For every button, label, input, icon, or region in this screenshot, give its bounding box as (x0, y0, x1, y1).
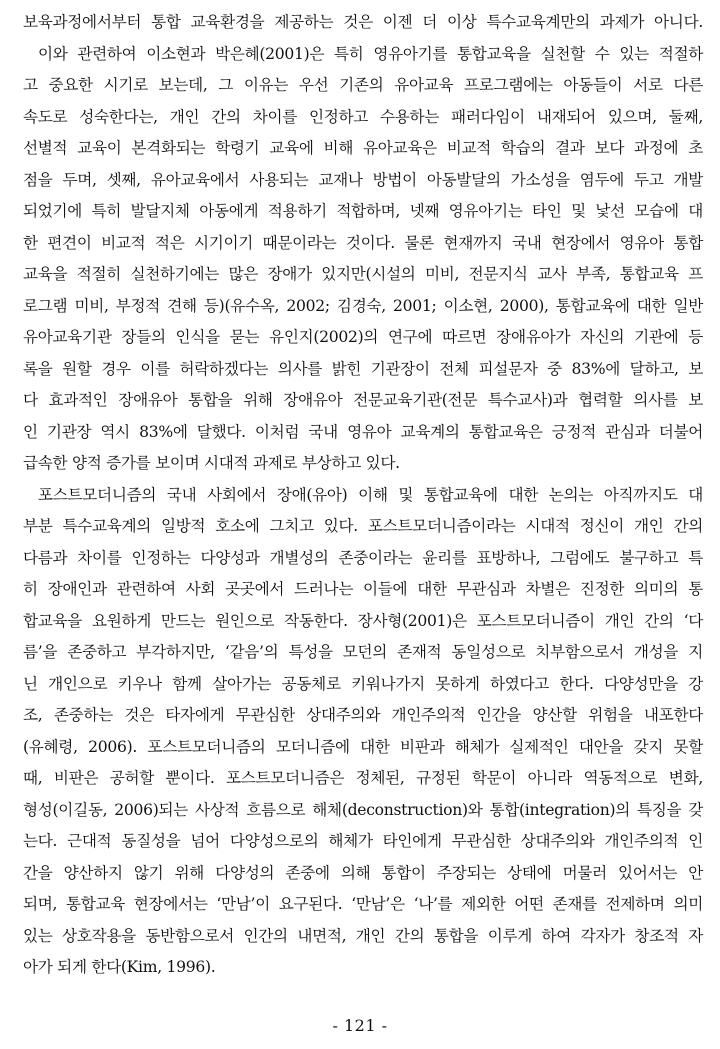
text-line: 선별적 교육이 본격화되는 학령기 교육에 비해 유아교육은 비교적 학습의 결과 보다 과정에 초 (23, 139, 703, 157)
text-line: 교육을 적절히 실천하기에는 많은 장애가 있지만(시설의 미비, 전문지식 교사 부족, 통합교육 프 (23, 265, 703, 283)
text-line: 보육과정에서부터 통합 교육환경을 제공하는 것은 이젠 더 이상 특수교육계만의 과제가 아니다. (23, 13, 703, 31)
text-line: 다 효과적인 장애유아 통합을 위해 장애유아 전문교육기관(전문 특수교사)과 협력할 의사를 보 (23, 391, 703, 409)
text-line: 점을 두며, 셋째, 유아교육에서 사용되는 교재나 방법이 아동발달의 가소성을 염두에 두고 개발 (23, 170, 703, 189)
text-line: 합교육을 요원하게 만드는 원인으로 작동한다. 장사형(2001)은 포스트모더니즘이 개인 간의 ‘다 (23, 611, 703, 630)
text-line: 속도로 성숙한다는, 개인 간의 차이를 인정하고 수용하는 패러다임이 내재되어 있으며, 둘째, (23, 107, 703, 126)
text-line: 때, 비판은 공허할 뿐이다. 포스트모더니즘은 정체된, 규정된 학문이 아니라 역동적으로 변화, (23, 769, 703, 787)
text-line: 부분 특수교육계의 일방적 호소에 그치고 있다. 포스트모더니즘이라는 시대적 정신이 개인 간의 (23, 517, 703, 535)
text-line: 록을 원할 경우 이를 허락하겠다는 의사를 밝힌 기관장이 전체 피설문자 중 83%에 달하고, 보 (23, 359, 703, 378)
text-line: 되었기에 특히 발달지체 아동에게 적용하기 적합하며, 넷째 영유아기는 타인 및 낯선 모습에 대 (23, 202, 703, 220)
text-line: 닌 개인으로 키우나 함께 살아가는 공동체로 키워나가지 못하게 하였다고 한다. 다양성만을 강 (23, 674, 703, 693)
text-line: 름’을 존중하고 부각하지만, ‘같음’의 특성을 모던의 존재적 동일성으로 치부함으로서 개성을 지 (23, 643, 703, 661)
text-line: 로그램 미비, 부정적 견해 등)(유수옥, 2002; 김경숙, 2001; 이소현, 2000), 통합교육에 대한 일반 (23, 296, 703, 315)
page-number: - 121 - (332, 1016, 388, 1035)
text-line: 다름과 차이를 인정하는 다양성과 개별성의 존중이라는 윤리를 표방하나, 그럼에도 불구하고 특 (23, 548, 703, 567)
text-line: 되며, 통합교육 현장에서는 ‘만남’이 요구된다. ‘만남’은 ‘나’를 제외한 어떤 존재를 전제하며 의미 (23, 895, 703, 913)
text-line: 한 편견이 비교적 적은 시기이기 때문이라는 것이다. 물론 현재까지 국내 현장에서 영유아 통합 (23, 233, 703, 252)
text-line: 형성(이길동, 2006)되는 사상적 흐름으로 해체(deconstruction)와 통합(integration)의 특징을 갖 (23, 800, 703, 819)
text-line: 조, 존중하는 것은 타자에게 무관심한 상대주의와 개인주의적 인간을 양산할 위험을 내포한다 (23, 706, 703, 724)
text-line: 간을 양산하지 않기 위해 다양성의 존중에 의해 통합이 주장되는 상태에 머물러 있어서는 안 (23, 863, 703, 882)
text-line: 인 기관장 역시 83%에 달했다. 이처럼 국내 영유아 교육계의 통합교육은 긍정적 관심과 더불어 (23, 422, 703, 441)
paragraph-end-line: 아가 되게 한다(Kim, 1996). (23, 958, 216, 976)
paragraph-start-line: 이와 관련하여 이소현과 박은혜(2001)은 특히 영유아기를 통합교육을 실천할 수 있는 적절하 (38, 44, 703, 63)
body-text (23, 7, 703, 984)
paragraph-start-line: 포스트모더니즘의 국내 사회에서 장애(유아) 이해 및 통합교육에 대한 논의는 아직까지도 대 (38, 485, 703, 504)
text-line: 있는 상호작용을 동반함으로서 인간의 내면적, 개인 간의 통합을 이루게 하여 각자가 창조적 자 (23, 926, 703, 945)
text-line: 는다. 근대적 동질성을 넘어 다양성으로의 해체가 타인에게 무관심한 상대주의와 개인주의적 인 (23, 832, 703, 850)
text-line: (유혜령, 2006). 포스트모더니즘의 모더니즘에 대한 비판과 해체가 실제적인 대안을 갖지 못할 (23, 737, 703, 756)
text-line: 유아교육기관 장들의 인식을 묻는 유인지(2002)의 연구에 따르면 장애유아가 자신의 기관에 등 (23, 328, 703, 346)
paragraph-end-line: 급속한 양적 증가를 보이며 시대적 과제로 부상하고 있다. (23, 454, 400, 472)
text-line: 고 중요한 시기로 보는데, 그 이유는 우선 기존의 유아교육 프로그램에는 아동들이 서로 다른 (23, 76, 703, 94)
text-line: 히 장애인과 관련하여 사회 곳곳에서 드러나는 이들에 대한 무관심과 차별은 진정한 의미의 통 (23, 580, 703, 598)
